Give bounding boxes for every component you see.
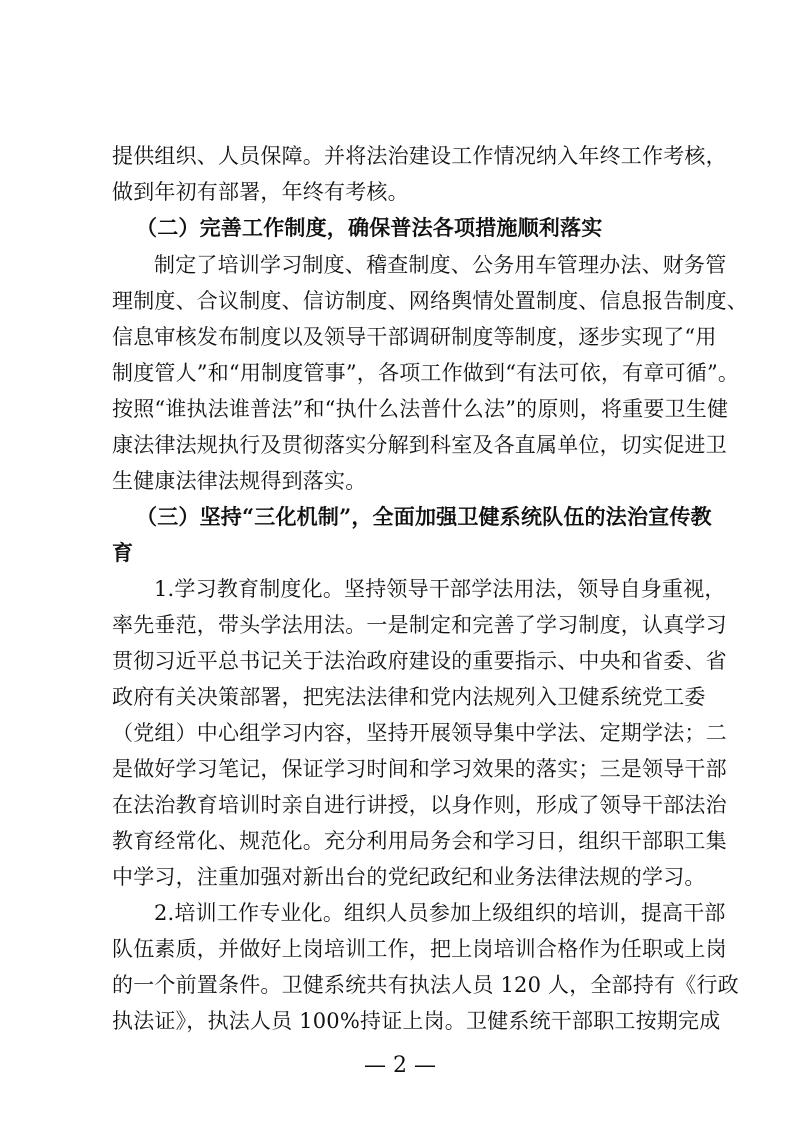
text-line: 做到年初有部署，年终有考核。 [112, 180, 409, 204]
section-heading-3-continued: 育 [112, 540, 134, 565]
page-number: — 2 — [364, 1053, 436, 1078]
text-line: 队伍素质，并做好上岗培训工作，把上岗培训合格作为任职或上岗 [112, 937, 727, 961]
text-line: 率先垂范，带头学法用法。一是制定和完善了学习制度，认真学习 [112, 613, 727, 637]
text-line: 是做好学习笔记，保证学习时间和学习效果的落实；三是领导干部 [112, 757, 727, 781]
text-line: 执法证》，执法人员 100%持证上岗。卫健系统干部职工按期完成 [112, 1009, 721, 1033]
text-line: 教育经常化、规范化。充分利用局务会和学习日，组织干部职工集 [112, 829, 727, 853]
text-line: 按照“谁执法谁普法”和“执什么法普什么法”的原则，将重要卫生健 [112, 397, 729, 421]
text-line: 贯彻习近平总书记关于法治政府建设的重要指示、中央和省委、省 [112, 649, 727, 673]
text-line: 政府有关决策部署，把宪法法律和党内法规列入卫健系统党工委 [112, 685, 706, 709]
text-line: （党组）中心组学习内容，坚持开展领导集中学法、定期学法；二 [112, 721, 727, 745]
text-line: 制定了培训学习制度、稽查制度、公务用车管理办法、财务管 [154, 253, 727, 277]
text-line: 制度管人”和“用制度管事”，各项工作做到“有法可依，有章可循”。 [112, 361, 740, 385]
text-line: 的一个前置条件。卫健系统共有执法人员 120 人，全部持有《行政 [112, 973, 739, 997]
text-line: 理制度、合议制度、信访制度、网络舆情处置制度、信息报告制度、 [112, 289, 748, 313]
text-line: 信息审核发布制度以及领导干部调研制度等制度，逐步实现了“用 [112, 325, 717, 349]
section-heading-2: （二）完善工作制度，确保普法各项措施顺利落实 [136, 215, 603, 240]
text-line: 在法治教育培训时亲自进行讲授，以身作则，形成了领导干部法治 [112, 793, 727, 817]
text-line: 中学习，注重加强对新出台的党纪政纪和业务法律法规的学习。 [112, 865, 706, 889]
text-line: 2.培训工作专业化。组织人员参加上级组织的培训，提高干部 [154, 901, 726, 925]
text-line: 1.学习教育制度化。坚持领导干部学法用法，领导自身重视， [154, 577, 726, 601]
text-line: 康法律法规执行及贯彻落实分解到科室及各直属单位，切实促进卫 [112, 433, 727, 457]
section-heading-3: （三）坚持“三化机制”，全面加强卫健系统队伍的法治宣传教 [136, 504, 712, 529]
text-line: 提供组织、人员保障。并将法治建设工作情况纳入年终工作考核， [112, 144, 727, 168]
text-line: 生健康法律法规得到落实。 [112, 469, 367, 493]
